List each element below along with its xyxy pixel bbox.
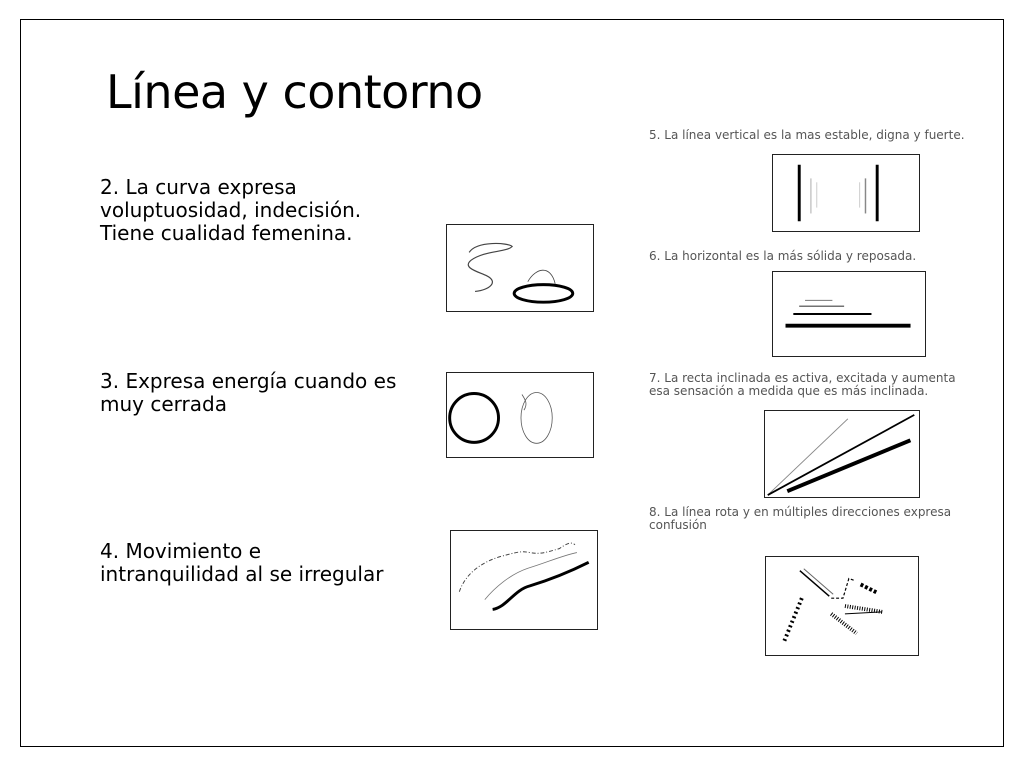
- item-5-line-1: 5. La línea vertical es la mas estable, digna y fuerte.: [649, 128, 965, 142]
- item-4-line-1: 4. Movimiento e: [100, 539, 262, 563]
- item-3-text: [100, 370, 396, 416]
- curve-drawing: [447, 225, 593, 311]
- curve-figure: [446, 224, 594, 312]
- item-2-text: [100, 176, 361, 245]
- item-2-line-3: Tiene cualidad femenina.: [100, 221, 353, 245]
- horizontal-line-figure: [772, 271, 926, 357]
- item-8-text: [649, 506, 989, 532]
- circle-figure: [446, 372, 594, 458]
- item-3-line-2: muy cerrada: [100, 392, 227, 416]
- irregular-line-figure: [450, 530, 598, 630]
- item-4-line-2: intranquilidad al se irregular: [100, 562, 384, 586]
- item-2-line-1: 2. La curva expresa: [100, 175, 297, 199]
- broken-line-drawing: [766, 557, 918, 655]
- irregular-line-drawing: [451, 531, 597, 629]
- horizontal-line-drawing: [773, 272, 925, 356]
- slide-title: Línea y contorno: [106, 65, 483, 119]
- item-3-line-1: 3. Expresa energía cuando es: [100, 369, 397, 393]
- item-7-line-1: 7. La recta inclinada es activa, excitada y aumenta: [649, 371, 956, 385]
- item-6-text: [649, 250, 989, 263]
- item-8-line-2: confusión: [649, 518, 707, 532]
- item-7-line-2: esa sensación a medida que es más inclinada.: [649, 384, 929, 398]
- broken-line-figure: [765, 556, 919, 656]
- item-2-line-2: voluptuosidad, indecisión.: [100, 198, 362, 222]
- item-4-text: [100, 540, 383, 586]
- inclined-line-drawing: [765, 411, 919, 497]
- circle-drawing: [447, 373, 593, 457]
- inclined-line-figure: [764, 410, 920, 498]
- vertical-line-drawing: [773, 155, 919, 231]
- item-8-line-1: 8. La línea rota y en múltiples direcciones expresa: [649, 505, 952, 519]
- item-5-text: [649, 129, 989, 142]
- item-6-line-1: 6. La horizontal es la más sólida y reposada.: [649, 249, 917, 263]
- item-7-text: [649, 372, 989, 398]
- vertical-line-figure: [772, 154, 920, 232]
